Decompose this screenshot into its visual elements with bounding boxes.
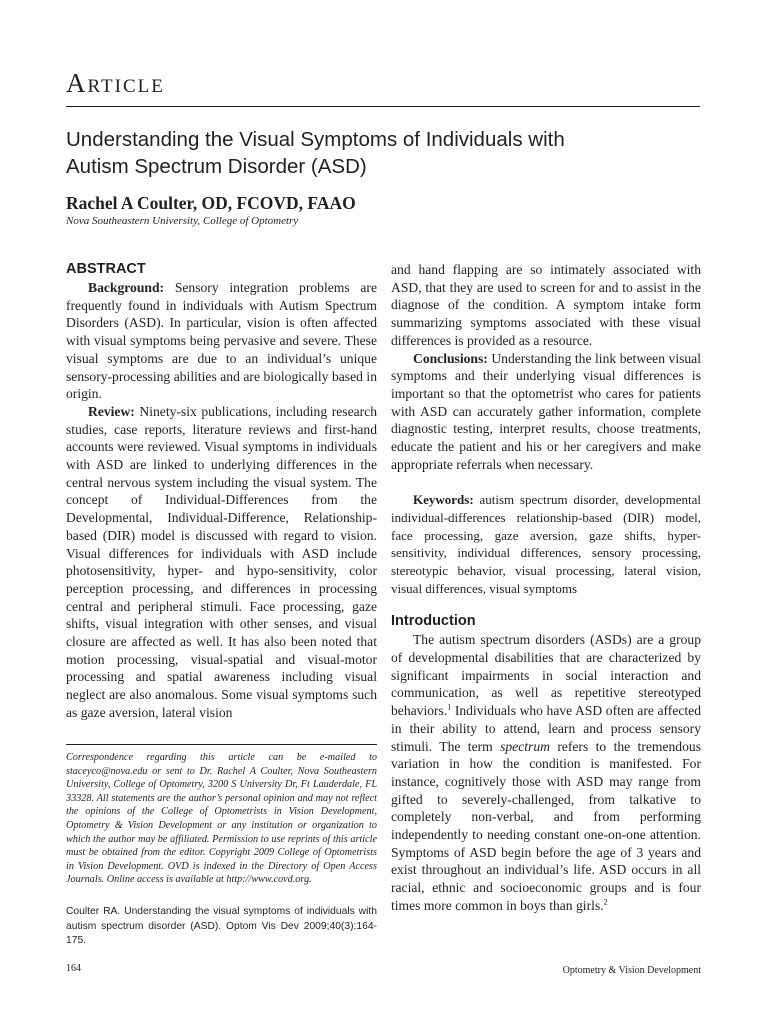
- journal-name: Optometry & Vision Development: [562, 965, 701, 976]
- correspondence-note: Correspondence regarding this article can be e-mailed to staceyco@nova.edu or sent to Dr. Rachel A Coulter, Nova Southeastern University, College of Optometry, 3200 S University Dr, Ft Lauderdale, FL 33328. All statements are the author’s personal opinion and may not reflect the opinions of the College of Optometrists in Vision Development, Optometry & Vision Development or any institution or organization to which the author may be affiliated. Permission to use reprints of this article must be obtained from the editor. Copyright 2009 College of Optometrists in Vision Development. OVD is indexed in the Directory of Open Access Journals. Online access is available at http://www.covd.org.: [66, 752, 377, 886]
- conclusions-label: Conclusions:: [413, 350, 488, 366]
- intro-text-2: Individuals who have ASD often are affected in their ability to attend, learn and process sensory stimuli. The term: [391, 703, 701, 754]
- keywords-text: autism spectrum disorder, developmental individual-differences relationship-based (DIR) model, face processing, gaze aversion, gaze shifts, hyper-sensitivity, individual differences, sensory processing, stereotypic behavior, visual processing, lateral vision, visual differences, visual symptoms: [391, 492, 701, 596]
- introduction-paragraph: [391, 631, 701, 914]
- section-label: Article: [66, 68, 165, 98]
- intro-text-1: The autism spectrum disorders (ASDs) are a group of developmental disabilities that are characterized by significant impairments in social interaction and communication, as well as repetitive stereotyped behaviors.: [391, 632, 701, 719]
- intro-text-3: refers to the tremendous variation in how the condition is manifested. For instance, cognitively those with ASD may range from gifted to severely-challenged, from talkative to completely non-verbal, and from performing independently to needing constant one-on-one attention. Symptoms of ASD begin before the age of 3 years and exist throughout an individual’s life. ASD occurs in all racial, ethnic and socioeconomic groups and is four times more common in boys than girls.: [391, 738, 701, 913]
- citation: Coulter RA. Understanding the visual symptoms of individuals with autism spectrum disorder (ASD). Optom Vis Dev 2009;40(3):164-175.: [66, 906, 377, 946]
- abstract-review: [66, 403, 377, 722]
- term-spectrum: spectrum: [500, 738, 550, 754]
- review-text-part-1: Ninety-six publications, including research studies, case reports, literature reviews and first-hand accounts were reviewed. Visual symptoms in individuals with ASD are linked to underlying differences in the central nervous system including the visual system. The concept of Individual-Differences from the Developmental, Individual-Difference, Relationship-based (DIR) model is discussed with regard to vision. Visual differences for individuals with ASD include photosensitivity, hyper- and hypo-sensitivity, color perception processing, and differences in processing central and peripheral stimuli. Face processing, gaze shifts, visual integration with other senses, and visual closure are affected as well. It has also been noted that motion processing, visual-spatial and visual-motor processing and spatial awareness including visual neglect are also anomalous. Some visual symptoms such as gaze aversion, lateral vision: [66, 403, 377, 720]
- review-text-part-2: and hand flapping are so intimately associated with ASD, that they are used to screen for and to assist in the diagnose of the condition. A symptom intake form summarizing symptoms associated with these visual differences is provided as a resource.: [391, 262, 701, 348]
- review-continued: [391, 261, 701, 350]
- footnote-rule: [66, 744, 377, 745]
- abstract-column-left: [66, 260, 377, 722]
- header-rule: [66, 106, 700, 107]
- keywords-label: Keywords:: [413, 492, 474, 508]
- reference-2: 2: [603, 897, 608, 907]
- author-affiliation: Nova Southeastern University, College of Optometry: [66, 215, 299, 227]
- page-number: 164: [66, 963, 81, 974]
- abstract-conclusions: [391, 350, 701, 474]
- article-title-line-1: Understanding the Visual Symptoms of Individuals with: [66, 128, 565, 151]
- abstract-column-right: [391, 261, 701, 915]
- background-text: Sensory integration problems are frequently found in individuals with Autism Spectrum Disorders (ASD). In particular, vision is often affected with visual symptoms being pervasive and severe. These visual symptoms are due to an individual’s unique sensory-processing abilities and are biologically based in origin.: [66, 280, 377, 402]
- article-title: [66, 126, 700, 180]
- conclusions-text: Understanding the link between visual symptoms and their underlying visual differences is important so that the optometrist who cares for patients with ASD can accurately gather information, complete diagnostic testing, interpret results, choose treatments, educate the patient and his or her caregivers and make appropriate referrals when necessary.: [391, 350, 701, 472]
- introduction-heading: Introduction: [391, 613, 476, 630]
- author-name: Rachel A Coulter, OD, FCOVD, FAAO: [66, 193, 356, 213]
- article-title-line-2: Autism Spectrum Disorder (ASD): [66, 155, 367, 178]
- abstract-heading: ABSTRACT: [66, 261, 146, 277]
- keywords: [391, 491, 701, 597]
- review-label: Review:: [88, 403, 135, 419]
- reference-1: 1: [447, 702, 452, 712]
- abstract-background: [66, 279, 377, 403]
- background-label: Background:: [88, 280, 165, 295]
